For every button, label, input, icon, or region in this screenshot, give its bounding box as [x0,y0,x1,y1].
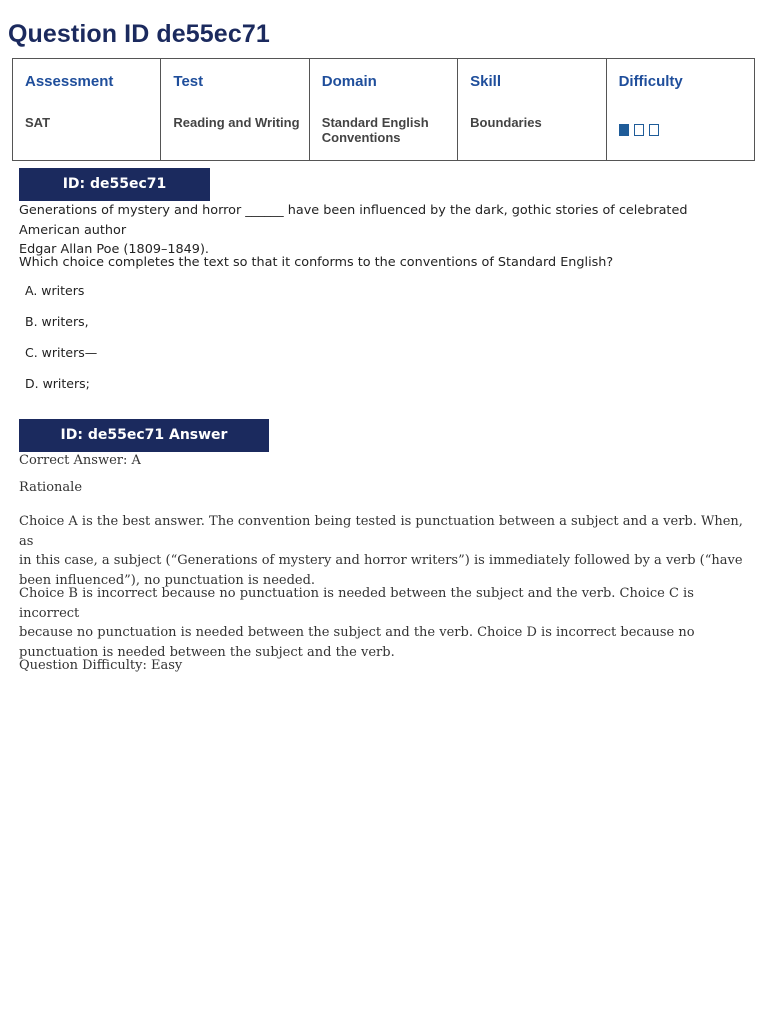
meta-cell-assessment [13,59,161,161]
meta-value-domain-line1: Standard English [321,115,429,130]
meta-value-skill: Boundaries [470,115,542,130]
question-passage-line2: Edgar Allan Poe (1809–1849). [19,242,210,257]
meta-header-assessment: Assessment [25,73,114,90]
rationale-label: Rationale [19,480,83,495]
rationale-p2-line3: punctuation is needed between the subject and the verb. [19,644,395,660]
question-passage [19,201,749,260]
meta-cell-test [161,59,309,161]
rationale-p1-line1: Choice A is the best answer. The convention being tested is punctuation between a subject and a verb. When, as [19,514,743,549]
meta-value-domain-line2: Conventions [321,130,401,145]
difficulty-indicator [619,124,659,136]
question-prompt: Which choice completes the text so that it conforms to the conventions of Standard English? [19,255,614,270]
rationale-p1-line2: in this case, a subject (“Generations of mystery and horror writers”) is immediately followed by a verb (“have [19,553,743,568]
meta-header-difficulty: Difficulty [618,73,683,90]
choice-d[interactable]: D. writers; [25,376,90,391]
choice-c[interactable]: C. writers— [25,345,98,360]
meta-value-domain [322,115,449,145]
choice-b[interactable]: B. writers, [25,314,89,329]
answer-id-banner: ID: de55ec71 Answer [19,419,269,452]
meta-value-assessment: SAT [25,115,51,130]
correct-answer: Correct Answer: A [19,453,141,468]
rationale-p2-line2: because no punctuation is needed between the subject and the verb. Choice D is incorrect because no [19,625,695,640]
rationale-p2-line1: Choice B is incorrect because no punctuation is needed between the subject and the verb. Choice C is incorrect [19,586,694,621]
meta-cell-domain [309,59,457,161]
difficulty-square-3 [649,124,659,136]
meta-header-test: Test [173,73,204,90]
meta-cell-difficulty [606,59,754,161]
meta-value-test: Reading and Writing [173,115,300,130]
rationale-paragraph-2 [19,584,747,662]
rationale-paragraph-1 [19,512,747,590]
meta-header-skill: Skill [470,73,502,90]
difficulty-square-2 [634,124,644,136]
question-meta-table [12,58,755,161]
rationale-p1-line3: been influenced”), no punctuation is needed. [19,572,316,588]
difficulty-square-1 [619,124,629,136]
page-title: Question ID de55ec71 [8,20,270,48]
meta-header-domain: Domain [321,73,377,90]
meta-cell-skill [458,59,606,161]
question-id-banner: ID: de55ec71 [19,168,210,201]
question-difficulty: Question Difficulty: Easy [19,658,183,673]
question-passage-line1: Generations of mystery and horror ______ have been influenced by the dark, gothic stories of celebrated American author [19,203,688,238]
choice-a[interactable]: A. writers [25,283,85,298]
